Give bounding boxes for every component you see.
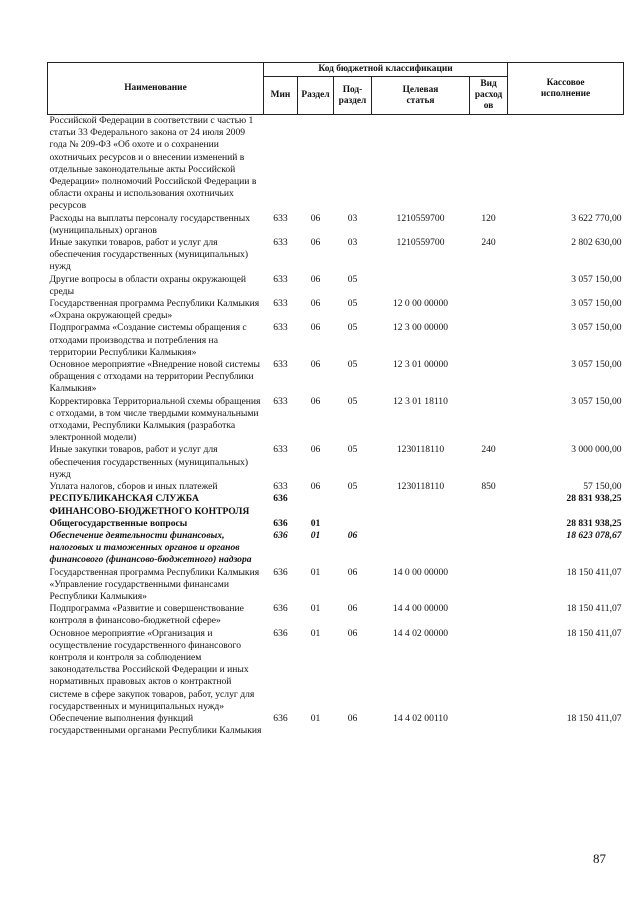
cell-min: 636: [273, 627, 288, 639]
cell-razdel: 06: [310, 212, 321, 224]
header-podrazdel: Под- раздел: [334, 77, 372, 115]
cell-razdel: 01: [310, 566, 321, 578]
cell-podrazdel: 05: [347, 273, 358, 285]
cell-vid: [470, 115, 508, 213]
cell-name: Российской Федерации в соответствии с частью 1 статьи 33 Федерального закона от 24 июля 2009 года № 209-ФЗ «Об охоте и о сохранении охотничьих ресурсов и о внесении изменений в отдельные законодательные акты Российской Федерации» полномочий Российской Федерации в области охраны и использования охотничьих ресурсов: [49, 115, 257, 212]
cell-podrazdel: 06: [347, 603, 358, 615]
cell-podrazdel: 05: [347, 298, 358, 310]
cell-min: 636: [273, 493, 288, 505]
cell-amount: 3 057 150,00: [571, 359, 622, 371]
cell-razdel: 01: [310, 529, 321, 541]
cell-name: Обеспечение деятельности финансовых, налоговых и таможенных органов и органов финансового (финансово-бюджетного) надзора: [49, 529, 252, 566]
header-min: Мин: [264, 77, 298, 115]
cell-name: Государственная программа Республики Калмыкия «Охрана окружающей среды»: [49, 298, 260, 322]
cell-amount: 28 831 938,25: [566, 493, 622, 505]
table-row: [48, 298, 624, 322]
cell-vid: [470, 396, 508, 445]
cell-vid: [470, 530, 508, 567]
cell-statya: 12 3 01 00000: [392, 359, 449, 371]
table-row: [48, 481, 624, 493]
cell-podrazdel: 06: [347, 627, 358, 639]
header-statya: Целевая статья: [372, 77, 470, 115]
cell-amount: 3 057 150,00: [571, 273, 622, 285]
cell-name: Иные закупки товаров, работ и услуг для обеспечения государственных (муниципальных) нужд: [49, 237, 249, 273]
cell-min: 636: [273, 529, 288, 541]
cell-min: 636: [273, 517, 288, 529]
cell-min: 633: [273, 322, 288, 334]
cell-razdel: 06: [310, 273, 321, 285]
table-row: [48, 713, 624, 737]
cell-name: Корректировка Территориальной схемы обращения с отходами, в том числе твердыми коммунальными отходами, Республики Калмыкия (разработка электронной модели): [49, 395, 261, 444]
cell-vid: [470, 713, 508, 737]
cell-min: 636: [273, 712, 288, 724]
cell-amount: 3 057 150,00: [571, 298, 622, 310]
cell-razdel: [298, 115, 334, 213]
cell-name: РЕСПУБЛИКАНСКАЯ СЛУЖБА ФИНАНСОВО-БЮДЖЕТНОГО КОНТРОЛЯ: [49, 493, 250, 517]
cell-razdel: 06: [310, 298, 321, 310]
cell-amount: 18 150 411,07: [566, 603, 622, 615]
cell-amount: 2 802 630,00: [571, 237, 622, 249]
cell-statya: [372, 274, 470, 298]
cell-amount: 3 622 770,00: [571, 212, 622, 224]
cell-statya: 14 4 02 00110: [393, 712, 448, 724]
table-row: [48, 115, 624, 213]
header-kassa: Кассовое исполнение: [508, 63, 624, 115]
cell-vid: 120: [481, 212, 496, 224]
cell-name: Основное мероприятие «Внедрение новой системы обращения с отходами на территории Республики Калмыкия»: [49, 359, 260, 395]
header-razdel: Раздел: [298, 77, 334, 115]
cell-min: 636: [273, 603, 288, 615]
header-name: Наименование: [48, 63, 264, 115]
cell-min: 633: [273, 237, 288, 249]
cell-amount: 28 831 938,25: [566, 517, 622, 529]
table-row: [48, 237, 624, 274]
table-row: [48, 359, 624, 396]
cell-podrazdel: [334, 115, 372, 213]
cell-statya: 12 3 00 00000: [392, 322, 449, 334]
cell-name: Другие вопросы в области охраны окружающей среды: [49, 273, 246, 297]
cell-podrazdel: 05: [347, 481, 358, 493]
cell-razdel: 06: [310, 237, 321, 249]
cell-min: 633: [273, 444, 288, 456]
table-body: [48, 115, 624, 738]
cell-statya: 1230118110: [396, 481, 445, 493]
cell-statya: 1230118110: [396, 444, 445, 456]
cell-podrazdel: 06: [347, 529, 358, 541]
cell-razdel: 06: [310, 444, 321, 456]
cell-name: Государственная программа Республики Калмыкия «Управление государственными финансами Республики Калмыкия»: [49, 566, 260, 602]
cell-podrazdel: [334, 493, 372, 517]
cell-statya: 14 4 00 00000: [392, 603, 449, 615]
cell-statya: 12 3 01 18110: [393, 395, 448, 407]
table-row: [48, 322, 624, 359]
cell-amount: 18 150 411,07: [566, 566, 622, 578]
cell-name: Подпрограмма «Создание системы обращения с отходами производства и потребления на территории Республики Калмыкия»: [49, 322, 247, 358]
cell-vid: 850: [481, 481, 496, 493]
cell-amount: 18 150 411,07: [566, 712, 622, 724]
cell-vid: [470, 518, 508, 530]
cell-amount: 18 623 078,67: [566, 529, 622, 541]
cell-razdel: 01: [310, 712, 321, 724]
cell-min: 633: [273, 212, 288, 224]
cell-name: Обеспечение выполнения функций государственными органами Республики Калмыкия: [49, 712, 262, 737]
cell-vid: [470, 628, 508, 713]
cell-statya: 14 4 02 00000: [392, 627, 449, 639]
cell-vid: [470, 567, 508, 604]
cell-vid: 240: [481, 444, 496, 456]
cell-razdel: 06: [310, 395, 321, 407]
cell-vid: [470, 298, 508, 322]
page-number: 87: [593, 851, 606, 866]
cell-statya: 1210559700: [396, 212, 445, 224]
cell-podrazdel: 05: [347, 395, 358, 407]
table-row: [48, 603, 624, 627]
cell-statya: [372, 518, 470, 530]
cell-vid: [470, 603, 508, 627]
cell-amount: 18 150 411,07: [566, 627, 622, 639]
cell-min: 633: [273, 273, 288, 285]
table-row: [48, 530, 624, 567]
cell-podrazdel: 03: [347, 237, 358, 249]
table-row: [48, 493, 624, 517]
cell-podrazdel: 05: [347, 322, 358, 334]
cell-name: Основное мероприятие «Организация и осуществление государственного финансового контроля и контроля за соблюдением законодательства Российской Федерации и иных нормативных правовых актов о контрактной системе в сфере закупок товаров, работ, услуг для государственных и муниципальных нужд»: [49, 627, 255, 712]
table-row: [48, 518, 624, 530]
cell-statya: 1210559700: [396, 237, 445, 249]
cell-amount: 3 000 000,00: [571, 444, 622, 456]
table-row: [48, 444, 624, 481]
header-group: Код бюджетной классификации: [264, 63, 508, 77]
cell-name: Иные закупки товаров, работ и услуг для обеспечения государственных (муниципальных) нужд: [49, 444, 249, 480]
cell-statya: [372, 493, 470, 517]
cell-vid: [470, 359, 508, 396]
cell-min: [264, 115, 298, 213]
cell-amount: 3 057 150,00: [571, 322, 622, 334]
cell-podrazdel: 05: [347, 359, 358, 371]
cell-name: Подпрограмма «Развитие и совершенствование контроля в финансово-бюджетной сфере»: [49, 603, 244, 627]
cell-name: Расходы на выплаты персоналу государственных (муниципальных) органов: [49, 212, 251, 236]
budget-table: [47, 62, 624, 737]
cell-name: Общегосударственные вопросы: [49, 517, 188, 529]
table-header: [48, 63, 624, 115]
cell-min: 636: [273, 566, 288, 578]
cell-amount: [508, 115, 624, 213]
cell-podrazdel: 06: [347, 712, 358, 724]
cell-vid: 240: [481, 237, 496, 249]
cell-min: 633: [273, 481, 288, 493]
cell-razdel: 01: [310, 603, 321, 615]
cell-amount: 57 150,00: [583, 481, 622, 493]
cell-vid: [470, 493, 508, 517]
cell-vid: [470, 274, 508, 298]
cell-statya: [372, 115, 470, 213]
table-row: [48, 628, 624, 713]
cell-razdel: [298, 493, 334, 517]
cell-podrazdel: 06: [347, 566, 358, 578]
cell-razdel: 06: [310, 322, 321, 334]
header-vid: Вид расход ов: [470, 77, 508, 115]
cell-min: 633: [273, 298, 288, 310]
cell-statya: [372, 530, 470, 567]
cell-podrazdel: [334, 518, 372, 530]
cell-min: 633: [273, 359, 288, 371]
cell-razdel: 01: [310, 517, 321, 529]
table-row: [48, 567, 624, 604]
cell-statya: 14 0 00 00000: [392, 566, 449, 578]
cell-razdel: 06: [310, 481, 321, 493]
cell-vid: [470, 322, 508, 359]
cell-name: Уплата налогов, сборов и иных платежей: [49, 481, 218, 493]
cell-min: 633: [273, 395, 288, 407]
cell-statya: 12 0 00 00000: [392, 298, 449, 310]
table-row: [48, 396, 624, 445]
table-row: [48, 213, 624, 237]
cell-podrazdel: 03: [347, 212, 358, 224]
cell-amount: 3 057 150,00: [571, 395, 622, 407]
cell-razdel: 06: [310, 359, 321, 371]
cell-razdel: 01: [310, 627, 321, 639]
cell-podrazdel: 05: [347, 444, 358, 456]
table-row: [48, 274, 624, 298]
